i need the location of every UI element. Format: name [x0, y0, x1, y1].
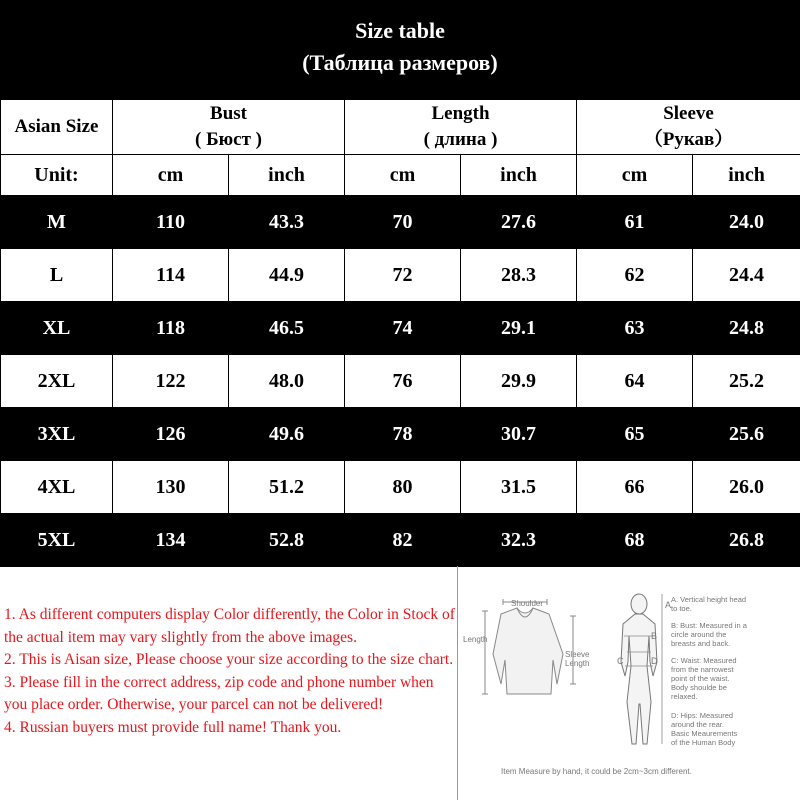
table-cell: 114 [113, 249, 229, 302]
unit-row [1, 155, 800, 196]
legend-c-4: Body shoulde be [671, 683, 727, 692]
letter-b: B [651, 631, 657, 641]
legend-a-2: to toe. [671, 604, 692, 613]
table-cell: 118 [113, 302, 229, 355]
table-cell: 82 [345, 514, 461, 567]
table-row [1, 461, 800, 514]
table-cell: 29.9 [461, 355, 577, 408]
unit-cell: Unit: [1, 155, 113, 196]
table-cell: 130 [113, 461, 229, 514]
title-banner [0, 0, 800, 99]
letter-c: C [617, 656, 624, 666]
table-cell: 31.5 [461, 461, 577, 514]
unit-cell: cm [113, 155, 229, 196]
table-cell: 24.8 [693, 302, 800, 355]
size-cell: 5XL [1, 514, 113, 567]
bust-label: Bust [113, 101, 344, 127]
table-cell: 25.6 [693, 408, 800, 461]
table-cell: 46.5 [229, 302, 345, 355]
legend-a-1: A. Vertical height head [671, 595, 746, 604]
unit-cell: inch [229, 155, 345, 196]
table-cell: 25.2 [693, 355, 800, 408]
legend-d-3: Basic Meaurements [671, 729, 738, 738]
page-title: Size table [0, 18, 800, 44]
table-cell: 52.8 [229, 514, 345, 567]
table-row [1, 355, 800, 408]
length-label: Length [463, 635, 487, 644]
page-subtitle: (Таблица размеров) [0, 50, 800, 76]
length-label: Length [345, 101, 576, 127]
table-cell: 26.0 [693, 461, 800, 514]
unit-cell: cm [577, 155, 693, 196]
table-cell: 65 [577, 408, 693, 461]
table-cell: 43.3 [229, 196, 345, 249]
unit-cell: inch [693, 155, 800, 196]
table-cell: 48.0 [229, 355, 345, 408]
length-sublabel: ( длина ) [345, 127, 576, 153]
legend-b-2: circle around the [671, 630, 726, 639]
legend-c-5: relaxed. [671, 692, 698, 701]
note-4: 4. Russian buyers must provide full name! Thank you. [0, 717, 455, 740]
sleeve-sublabel: （Рукав） [577, 127, 800, 153]
legend-b-3: breasts and back. [671, 639, 730, 648]
table-row [1, 196, 800, 249]
table-cell: 72 [345, 249, 461, 302]
table-cell: 30.7 [461, 408, 577, 461]
shirt-icon [493, 608, 563, 694]
table-cell: 110 [113, 196, 229, 249]
legend-d-1: D: Hips: Measured [671, 711, 733, 720]
size-cell: 4XL [1, 461, 113, 514]
table-cell: 29.1 [461, 302, 577, 355]
size-cell: XL [1, 302, 113, 355]
bust-sublabel: ( Бюст ) [113, 127, 344, 153]
measurement-diagram [459, 566, 800, 800]
notes-panel [0, 566, 458, 800]
table-cell: 24.4 [693, 249, 800, 302]
table-cell: 78 [345, 408, 461, 461]
sleeve-length-label-1: Sleeve [565, 650, 590, 659]
note-2: 2. This is Aisan size, Please choose your size according to the size chart. [0, 649, 455, 672]
table-cell: 80 [345, 461, 461, 514]
legend-c-3: point of the waist. [671, 674, 729, 683]
table-row [1, 302, 800, 355]
table-cell: 122 [113, 355, 229, 408]
table-cell: 49.6 [229, 408, 345, 461]
table-cell: 64 [577, 355, 693, 408]
bust-header [113, 100, 345, 155]
table-cell: 66 [577, 461, 693, 514]
table-cell: 27.6 [461, 196, 577, 249]
letter-d: D [651, 656, 658, 666]
table-cell: 24.0 [693, 196, 800, 249]
legend-d-4: of the Human Body [671, 738, 735, 747]
unit-cell: cm [345, 155, 461, 196]
table-cell: 70 [345, 196, 461, 249]
measure-footnote: Item Measure by hand, it could be 2cm~3cm different. [501, 767, 692, 776]
legend-c-1: C: Waist: Measured [671, 656, 737, 665]
table-cell: 68 [577, 514, 693, 567]
size-cell: L [1, 249, 113, 302]
table-cell: 28.3 [461, 249, 577, 302]
table-cell: 126 [113, 408, 229, 461]
table-cell: 26.8 [693, 514, 800, 567]
legend-b-1: B: Bust: Measured in a [671, 621, 748, 630]
sleeve-label: Sleeve [577, 101, 800, 127]
table-header-row [1, 100, 800, 155]
sleeve-header [577, 100, 800, 155]
note-3: 3. Please fill in the correct address, zip code and phone number when you place order. Otherwise, your parcel can not be delivered! [0, 672, 455, 717]
table-cell: 74 [345, 302, 461, 355]
table-cell: 76 [345, 355, 461, 408]
sleeve-length-label-2: Length [565, 659, 589, 668]
table-cell: 51.2 [229, 461, 345, 514]
table-cell: 63 [577, 302, 693, 355]
human-figure-icon [621, 594, 657, 744]
table-row [1, 408, 800, 461]
legend-c-2: from the narrowest [671, 665, 734, 674]
size-cell: 3XL [1, 408, 113, 461]
measurement-illustration [459, 566, 800, 800]
unit-cell: inch [461, 155, 577, 196]
shoulder-label: Shoulder [511, 599, 543, 608]
table-cell: 61 [577, 196, 693, 249]
note-1: 1. As different computers display Color differently, the Color in Stock of the actual item may vary slightly from the above images. [0, 604, 455, 649]
table-cell: 44.9 [229, 249, 345, 302]
asian-size-header: Asian Size [1, 100, 113, 155]
size-cell: M [1, 196, 113, 249]
length-header [345, 100, 577, 155]
table-cell: 134 [113, 514, 229, 567]
table-row [1, 249, 800, 302]
size-table [0, 99, 800, 567]
legend-d-2: around the rear. [671, 720, 724, 729]
size-cell: 2XL [1, 355, 113, 408]
table-cell: 62 [577, 249, 693, 302]
letter-a: A [665, 600, 671, 610]
table-cell: 32.3 [461, 514, 577, 567]
table-row [1, 514, 800, 567]
